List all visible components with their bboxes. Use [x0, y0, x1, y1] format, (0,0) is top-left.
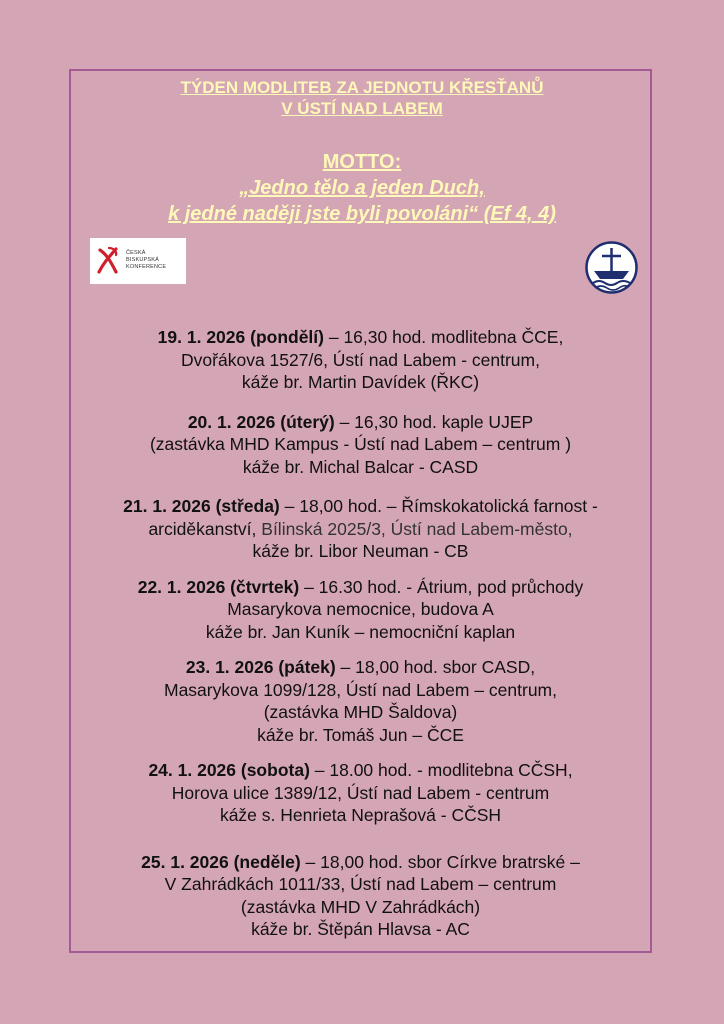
event-preacher: káže s. Henrieta Neprašová - CČSH: [219, 805, 502, 825]
ceska-biskupska-konference-logo: [90, 238, 186, 284]
event-preacher: káže br. Michal Balcar - CASD: [242, 456, 479, 477]
event-list: [71, 326, 650, 958]
event-time-place: – 18,00 hod. sbor Církve bratrské –: [300, 851, 580, 872]
event-preacher: káže br. Libor Neuman - CB: [252, 541, 469, 561]
event-item: [71, 576, 650, 644]
event-time-place: – 18,00 hod. – Římskokatolická farnost -: [279, 496, 598, 516]
event-time-place: – 18.00 hod. - modlitebna CČSH,: [309, 760, 573, 780]
page-title: [0, 77, 724, 119]
event-address: Masarykova 1099/128, Ústí nad Labem – centrum,: [164, 679, 557, 700]
event-preacher: káže br. Štěpán Hlavsa - AC: [251, 919, 470, 939]
title-line-2: V ÚSTÍ NAD LABEM: [281, 99, 443, 118]
oikumene-ship-logo-icon: [585, 241, 638, 294]
event-date: 24. 1. 2026 (sobota): [148, 760, 310, 780]
event-address: (zastávka MHD Kampus - Ústí nad Labem – centrum ): [149, 434, 572, 454]
event-date: 21. 1. 2026 (středa): [123, 496, 280, 516]
event-address: V Zahrádkách 1011/33, Ústí nad Labem – centrum: [164, 874, 557, 894]
event-preacher: káže br. Tomáš Jun – ČCE: [257, 724, 464, 745]
motto-line-2: k jedné naději jste byli povoláni“ (Ef 4, 4): [168, 203, 556, 225]
event-item: [71, 411, 650, 479]
cbk-logo-text: [126, 250, 166, 271]
event-stop: (zastávka MHD Šaldova): [263, 702, 458, 722]
event-date: 25. 1. 2026 (neděle): [141, 851, 301, 872]
event-date: 19. 1. 2026 (pondělí): [157, 327, 324, 347]
event-item: [71, 656, 650, 746]
event-date: 23. 1. 2026 (pátek): [185, 657, 336, 677]
event-address: Dvořákova 1527/6, Ústí nad Labem - centrum,: [181, 349, 540, 370]
motto-block: [0, 149, 724, 227]
cbk-mark-icon: [96, 246, 122, 276]
cbk-logo-line-3: KONFERENCE: [126, 264, 167, 270]
cbk-logo-line-1: ČESKÁ: [126, 250, 146, 256]
event-date: 20. 1. 2026 (úterý): [187, 411, 335, 432]
motto-line-1: „Jedno tělo a jeden Duch,: [239, 177, 485, 199]
event-address: Horova ulice 1389/12, Ústí nad Labem - centrum: [171, 782, 550, 803]
event-time-place: – 16.30 hod. - Átrium, pod průchody: [299, 576, 584, 597]
event-address: arciděkanství, Bílinská 2025/3, Ústí nad Labem-město,: [148, 518, 573, 539]
event-item: [71, 759, 650, 827]
event-time-place: – 16,30 hod. modlitebna ČCE,: [323, 327, 564, 347]
event-item: [71, 851, 650, 941]
cbk-logo-line-2: BISKUPSKÁ: [126, 257, 159, 263]
event-preacher: káže br. Martin Davídek (ŘKC): [241, 372, 480, 392]
event-stop: (zastávka MHD V Zahrádkách): [240, 896, 481, 917]
event-date: 22. 1. 2026 (čtvrtek): [137, 576, 300, 597]
event-address: Masarykova nemocnice, budova A: [227, 599, 494, 619]
event-time-place: – 16,30 hod. kaple UJEP: [334, 411, 534, 432]
event-time-place: – 18,00 hod. sbor CASD,: [335, 657, 536, 677]
event-item: [71, 326, 650, 394]
title-line-1: TÝDEN MODLITEB ZA JEDNOTU KŘESŤANŮ: [180, 78, 544, 97]
event-item: [71, 495, 650, 563]
event-preacher: káže br. Jan Kuník – nemocniční kaplan: [205, 621, 516, 642]
motto-label: MOTTO:: [322, 151, 402, 173]
